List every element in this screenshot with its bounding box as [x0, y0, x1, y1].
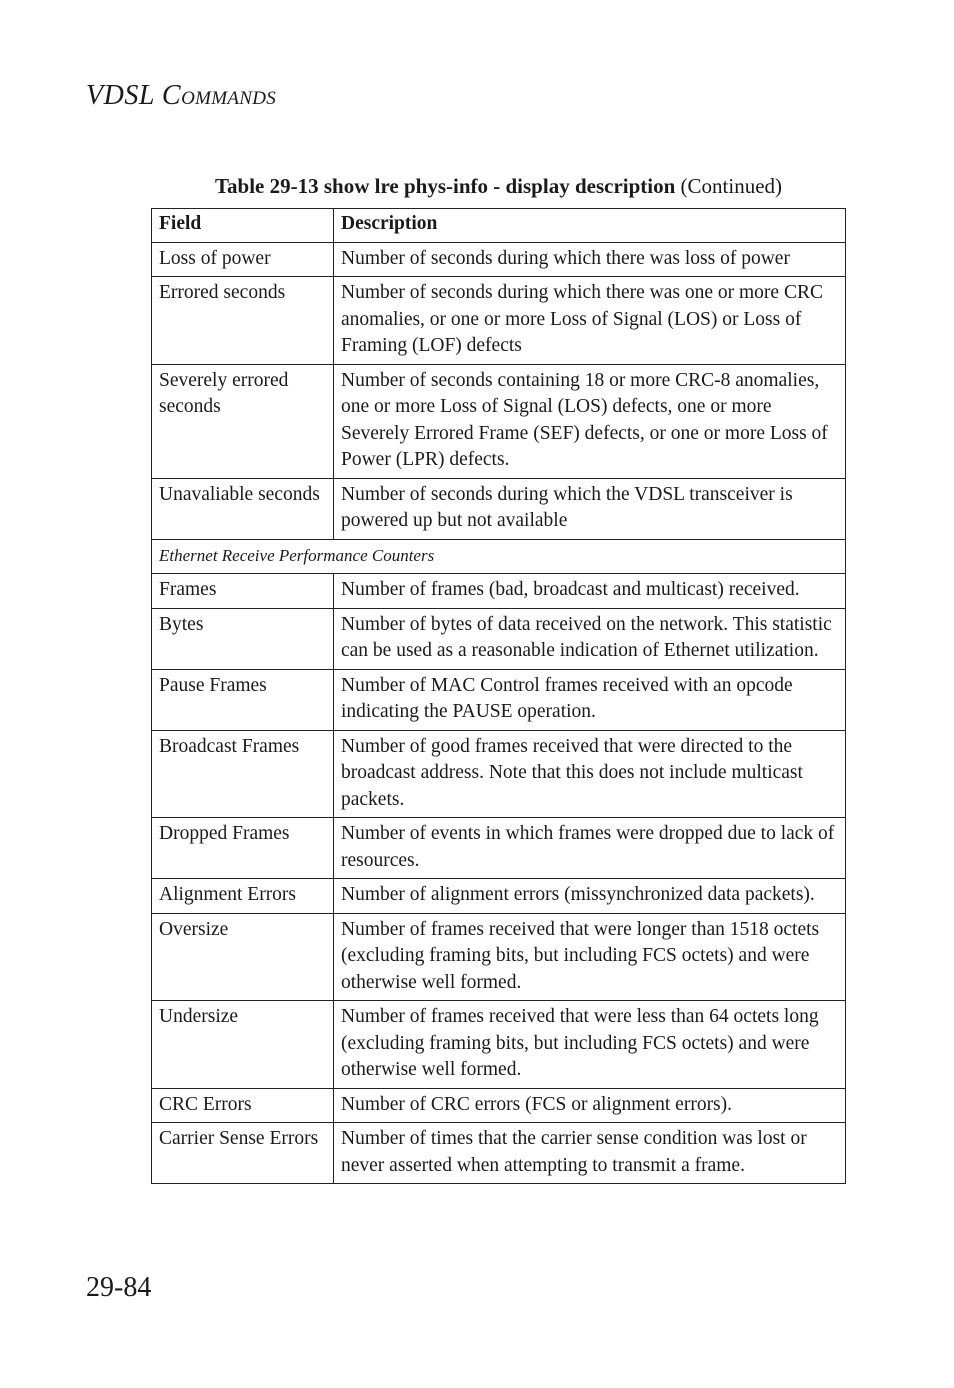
page-number: 29-84: [86, 1272, 152, 1303]
table-caption-label: Table 29-13 show lre phys-info - display description: [214, 174, 676, 198]
field-cell: Alignment Errors: [152, 879, 334, 914]
description-table: [151, 208, 846, 1184]
description-cell: Number of good frames received that were directed to the broadcast address. Note that this does not include multicast packets.: [334, 730, 846, 818]
table-row: [152, 818, 846, 879]
table-row: [152, 364, 846, 478]
description-cell: Number of MAC Control frames received with an opcode indicating the PAUSE operation.: [334, 669, 846, 730]
table-row: [152, 1001, 846, 1089]
running-header-lead: VDSL C: [86, 80, 182, 111]
description-cell: Number of frames received that were less than 64 octets long (excluding framing bits, but including FCS octets) and were otherwise well formed.: [334, 1001, 846, 1089]
description-cell: Number of alignment errors (missynchronized data packets).: [334, 879, 846, 914]
table-caption: [151, 174, 846, 199]
table-row: [152, 669, 846, 730]
field-cell: Pause Frames: [152, 669, 334, 730]
field-cell: Broadcast Frames: [152, 730, 334, 818]
section-row: [152, 539, 846, 574]
table-row: [152, 1088, 846, 1123]
running-header: [86, 80, 276, 112]
table-row: [152, 574, 846, 609]
description-cell: Number of seconds during which the VDSL transceiver is powered up but not available: [334, 478, 846, 539]
column-header-description: Description: [334, 209, 846, 243]
table-row: [152, 913, 846, 1001]
field-cell: Oversize: [152, 913, 334, 1001]
field-cell: Bytes: [152, 608, 334, 669]
field-cell: CRC Errors: [152, 1088, 334, 1123]
field-cell: Severely errored seconds: [152, 364, 334, 478]
description-cell: Number of frames received that were longer than 1518 octets (excluding framing bits, but including FCS octets) and were otherwise well formed.: [334, 913, 846, 1001]
description-cell: Number of seconds during which there was loss of power: [334, 242, 846, 277]
field-cell: Undersize: [152, 1001, 334, 1089]
field-cell: Dropped Frames: [152, 818, 334, 879]
table-row: [152, 1123, 846, 1184]
table-caption-suffix: (Continued): [675, 174, 783, 198]
description-cell: Number of events in which frames were dropped due to lack of resources.: [334, 818, 846, 879]
field-cell: Errored seconds: [152, 277, 334, 365]
description-cell: Number of seconds during which there was one or more CRC anomalies, or one or more Loss of Signal (LOS) or Loss of Framing (LOF) defects: [334, 277, 846, 365]
column-header-field: Field: [152, 209, 334, 243]
description-cell: Number of bytes of data received on the network. This statistic can be used as a reasonable indication of Ethernet utilization.: [334, 608, 846, 669]
description-cell: Number of frames (bad, broadcast and multicast) received.: [334, 574, 846, 609]
section-heading: Ethernet Receive Performance Counters: [152, 539, 846, 574]
table-header-row: [152, 209, 846, 243]
field-cell: Frames: [152, 574, 334, 609]
description-cell: Number of seconds containing 18 or more CRC-8 anomalies, one or more Loss of Signal (LOS) defects, one or more Severely Errored Frame (SEF) defects, or one or more Loss of Power (LPR) defects.: [334, 364, 846, 478]
field-cell: Unavaliable seconds: [152, 478, 334, 539]
field-cell: Loss of power: [152, 242, 334, 277]
field-cell: Carrier Sense Errors: [152, 1123, 334, 1184]
table-row: [152, 879, 846, 914]
description-cell: Number of times that the carrier sense condition was lost or never asserted when attempting to transmit a frame.: [334, 1123, 846, 1184]
table-row: [152, 608, 846, 669]
table-row: [152, 277, 846, 365]
table-row: [152, 242, 846, 277]
table-row: [152, 730, 846, 818]
running-header-smallcaps: OMMANDS: [181, 88, 277, 109]
table-row: [152, 478, 846, 539]
description-cell: Number of CRC errors (FCS or alignment errors).: [334, 1088, 846, 1123]
